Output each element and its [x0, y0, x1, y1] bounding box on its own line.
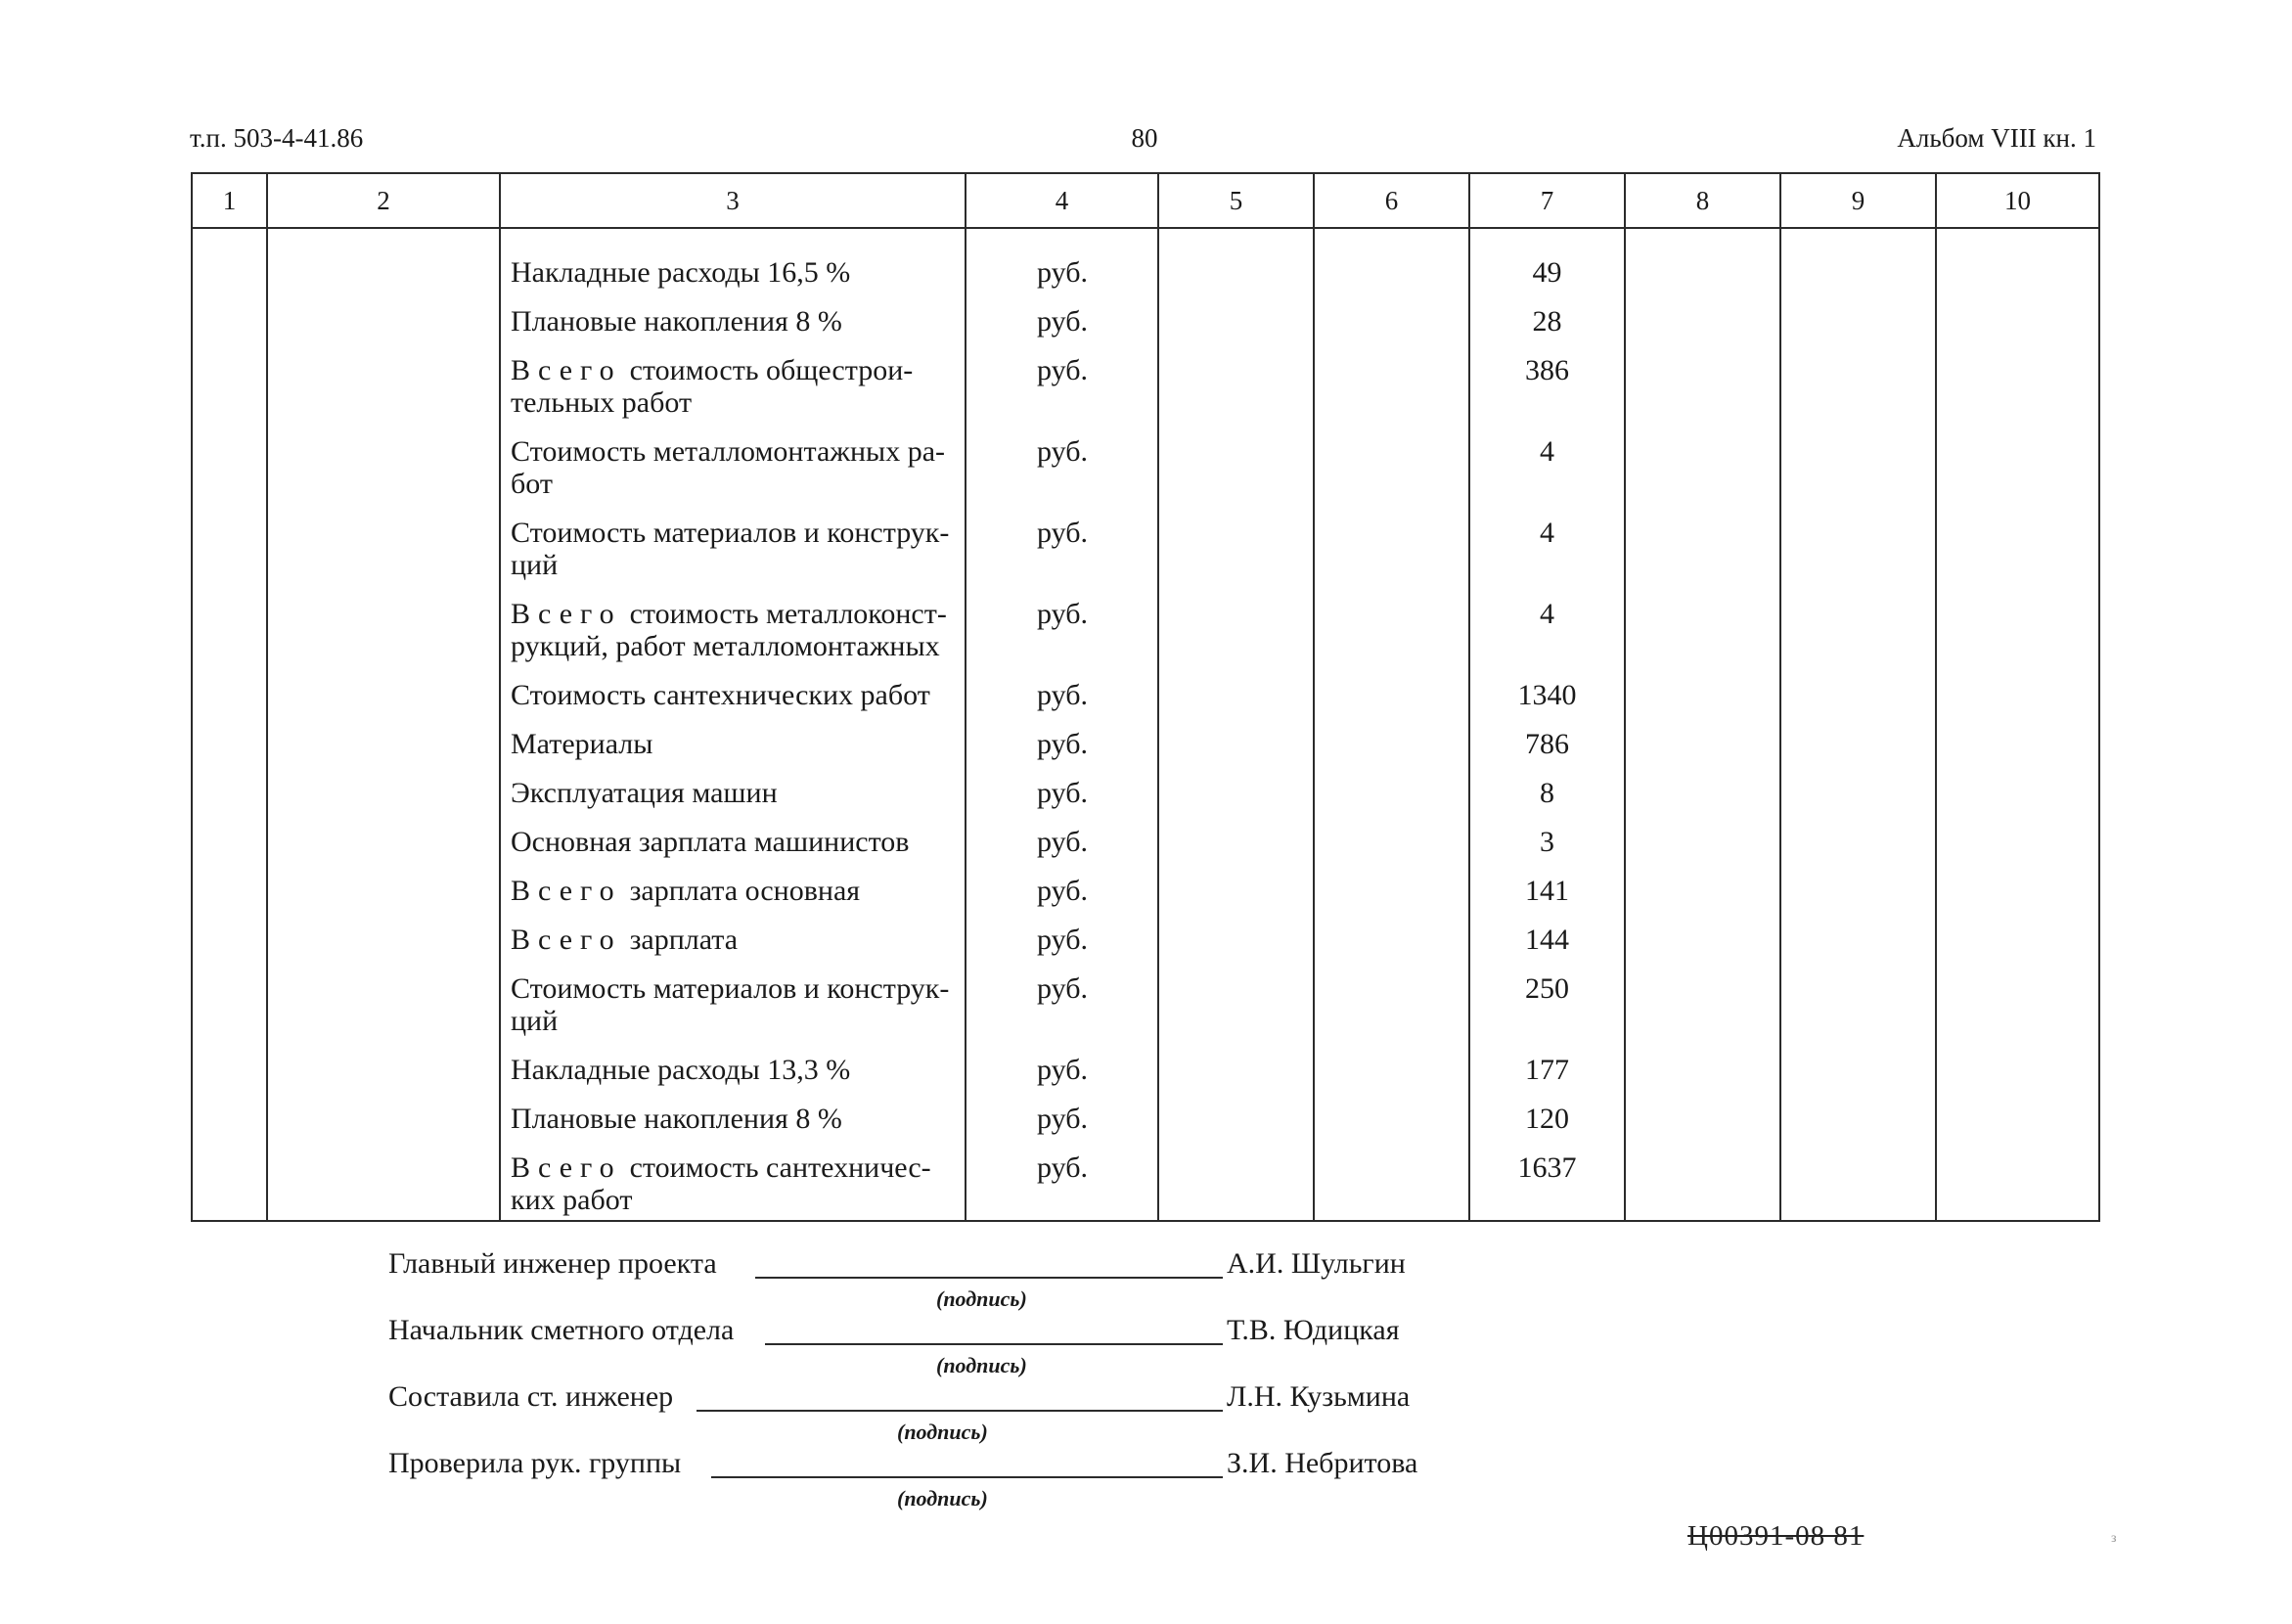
cell-col-5 — [1158, 1151, 1314, 1221]
item-description — [500, 1054, 966, 1103]
cell-col-6 — [1314, 924, 1469, 972]
cell-col-5 — [1158, 354, 1314, 435]
cell-col-2 — [267, 924, 500, 972]
cell-col-8 — [1625, 354, 1780, 435]
cell-col-1 — [192, 517, 267, 598]
signature-caption: (подпись) — [936, 1353, 1027, 1377]
table-row — [192, 1151, 2099, 1221]
table-spacer-row — [192, 228, 2099, 256]
item-description — [500, 598, 966, 679]
cell-col-8 — [1625, 598, 1780, 679]
cell-col-9 — [1780, 826, 1936, 875]
album-label: Альбом VIII кн. 1 — [1897, 123, 2096, 153]
cell-col-10 — [1936, 256, 2099, 305]
table-row — [192, 598, 2099, 679]
cell-col-1 — [192, 924, 267, 972]
cell-col-6 — [1314, 728, 1469, 777]
item-value: 4 — [1469, 517, 1625, 598]
table-row — [192, 728, 2099, 777]
cell-col-8 — [1625, 924, 1780, 972]
signature-caption: (подпись) — [897, 1486, 988, 1511]
item-description — [500, 972, 966, 1054]
signer-name: Т.В. Юдицкая — [1227, 1314, 1400, 1346]
item-description — [500, 305, 966, 354]
table-row — [192, 1103, 2099, 1151]
cell-col-2 — [267, 598, 500, 679]
col-header-9: 9 — [1780, 173, 1936, 228]
cell-col-1 — [192, 1151, 267, 1221]
item-value: 141 — [1469, 875, 1625, 924]
item-text: Стоимость сантехнических работ — [511, 679, 930, 711]
cell-col-2 — [267, 1151, 500, 1221]
total-prefix: Всего — [511, 1151, 622, 1184]
item-text: стоимость металлоконст-рукций, работ металломонтажных — [511, 598, 947, 662]
col-header-8: 8 — [1625, 173, 1780, 228]
corner-mark: з — [2111, 1531, 2117, 1546]
cell-col-6 — [1314, 598, 1469, 679]
table-row — [192, 1054, 2099, 1103]
item-value: 4 — [1469, 598, 1625, 679]
item-value: 1637 — [1469, 1151, 1625, 1221]
cell-col-8 — [1625, 1103, 1780, 1151]
cell-col-5 — [1158, 924, 1314, 972]
item-text: Плановые накопления 8 % — [511, 1103, 842, 1135]
cell-col-5 — [1158, 256, 1314, 305]
total-prefix: Всего — [511, 354, 622, 386]
cell-col-2 — [267, 777, 500, 826]
item-value: 1340 — [1469, 679, 1625, 728]
table-row — [192, 679, 2099, 728]
cell-col-10 — [1936, 924, 2099, 972]
signer-role: Составила ст. инженер — [388, 1380, 674, 1413]
cell-col-1 — [192, 435, 267, 517]
cell-col-5 — [1158, 517, 1314, 598]
signer-role: Главный инженер проекта — [388, 1247, 717, 1280]
cell-col-8 — [1625, 826, 1780, 875]
item-unit: руб. — [966, 1103, 1158, 1151]
cell-col-2 — [267, 1054, 500, 1103]
cell-col-10 — [1936, 728, 2099, 777]
item-description — [500, 517, 966, 598]
item-text: Эксплуатация машин — [511, 777, 778, 809]
col-header-2: 2 — [267, 173, 500, 228]
signature-line — [765, 1343, 1223, 1345]
cell-col-1 — [192, 1103, 267, 1151]
col-header-10: 10 — [1936, 173, 2099, 228]
item-unit: руб. — [966, 728, 1158, 777]
cell-col-2 — [267, 354, 500, 435]
item-text: Основная зарплата машинистов — [511, 826, 910, 858]
item-unit: руб. — [966, 1151, 1158, 1221]
item-unit: руб. — [966, 972, 1158, 1054]
cell-col-9 — [1780, 924, 1936, 972]
cell-col-6 — [1314, 679, 1469, 728]
item-unit: руб. — [966, 777, 1158, 826]
cell-col-6 — [1314, 972, 1469, 1054]
item-description — [500, 777, 966, 826]
cell-col-2 — [267, 826, 500, 875]
cell-col-9 — [1780, 517, 1936, 598]
cell-col-2 — [267, 305, 500, 354]
cell-col-6 — [1314, 256, 1469, 305]
cell-col-9 — [1780, 435, 1936, 517]
item-unit: руб. — [966, 305, 1158, 354]
cell-col-10 — [1936, 1054, 2099, 1103]
table-row — [192, 875, 2099, 924]
cell-col-9 — [1780, 598, 1936, 679]
cell-col-10 — [1936, 305, 2099, 354]
item-text: стоимость сантехничес-ких работ — [511, 1151, 931, 1216]
signature-caption: (подпись) — [936, 1286, 1027, 1311]
item-unit: руб. — [966, 517, 1158, 598]
cell-col-9 — [1780, 1054, 1936, 1103]
item-text: стоимость общестрои-тельных работ — [511, 354, 914, 419]
cell-col-9 — [1780, 1103, 1936, 1151]
cell-col-10 — [1936, 1103, 2099, 1151]
item-unit: руб. — [966, 435, 1158, 517]
item-unit: руб. — [966, 1054, 1158, 1103]
item-unit: руб. — [966, 924, 1158, 972]
cell-col-10 — [1936, 777, 2099, 826]
cell-col-1 — [192, 598, 267, 679]
cell-col-9 — [1780, 1151, 1936, 1221]
cell-col-6 — [1314, 777, 1469, 826]
estimate-table — [191, 172, 2100, 1222]
item-value: 250 — [1469, 972, 1625, 1054]
cell-col-10 — [1936, 826, 2099, 875]
cell-col-9 — [1780, 875, 1936, 924]
col-header-3: 3 — [500, 173, 966, 228]
cell-col-8 — [1625, 256, 1780, 305]
cell-col-10 — [1936, 435, 2099, 517]
item-value: 786 — [1469, 728, 1625, 777]
item-description — [500, 679, 966, 728]
table-row — [192, 972, 2099, 1054]
cell-col-10 — [1936, 354, 2099, 435]
cell-col-2 — [267, 435, 500, 517]
signer-name: Л.Н. Кузьмина — [1227, 1380, 1411, 1413]
table-row — [192, 924, 2099, 972]
item-value: 4 — [1469, 435, 1625, 517]
item-description — [500, 354, 966, 435]
cell-col-5 — [1158, 826, 1314, 875]
cell-col-8 — [1625, 728, 1780, 777]
item-description — [500, 875, 966, 924]
item-unit: руб. — [966, 354, 1158, 435]
table-row — [192, 435, 2099, 517]
cell-col-9 — [1780, 728, 1936, 777]
item-value: 386 — [1469, 354, 1625, 435]
item-text: Стоимость материалов и конструк-ций — [511, 972, 950, 1037]
cell-col-6 — [1314, 517, 1469, 598]
item-value: 49 — [1469, 256, 1625, 305]
item-unit: руб. — [966, 875, 1158, 924]
cell-col-9 — [1780, 305, 1936, 354]
signer-name: А.И. Шульгин — [1227, 1247, 1406, 1280]
table-row — [192, 826, 2099, 875]
item-description — [500, 924, 966, 972]
doc-code: т.п. 503-4-41.86 — [190, 123, 364, 153]
cell-col-8 — [1625, 777, 1780, 826]
item-text: Стоимость материалов и конструк-ций — [511, 517, 950, 581]
item-value: 28 — [1469, 305, 1625, 354]
cell-col-8 — [1625, 972, 1780, 1054]
signature-caption: (подпись) — [897, 1420, 988, 1444]
cell-col-5 — [1158, 972, 1314, 1054]
table-row — [192, 517, 2099, 598]
cell-col-6 — [1314, 435, 1469, 517]
item-description — [500, 728, 966, 777]
cell-col-8 — [1625, 435, 1780, 517]
col-header-7: 7 — [1469, 173, 1625, 228]
cell-col-9 — [1780, 256, 1936, 305]
cell-col-2 — [267, 679, 500, 728]
table-row — [192, 354, 2099, 435]
item-text: Материалы — [511, 728, 653, 760]
cell-col-2 — [267, 1103, 500, 1151]
cell-col-8 — [1625, 1054, 1780, 1103]
item-text: Накладные расходы 16,5 % — [511, 256, 851, 289]
cell-col-5 — [1158, 1054, 1314, 1103]
cell-col-6 — [1314, 1103, 1469, 1151]
cell-col-6 — [1314, 875, 1469, 924]
total-prefix: Всего — [511, 875, 622, 907]
item-unit: руб. — [966, 598, 1158, 679]
cell-col-10 — [1936, 972, 2099, 1054]
cell-col-5 — [1158, 679, 1314, 728]
cell-col-10 — [1936, 1151, 2099, 1221]
item-value: 177 — [1469, 1054, 1625, 1103]
cell-col-9 — [1780, 777, 1936, 826]
col-header-1: 1 — [192, 173, 267, 228]
cell-col-8 — [1625, 305, 1780, 354]
cell-col-2 — [267, 517, 500, 598]
cell-col-9 — [1780, 972, 1936, 1054]
item-description — [500, 1103, 966, 1151]
table-row — [192, 777, 2099, 826]
item-text: Плановые накопления 8 % — [511, 305, 842, 338]
item-value: 144 — [1469, 924, 1625, 972]
cell-col-10 — [1936, 598, 2099, 679]
cell-col-5 — [1158, 875, 1314, 924]
total-prefix: Всего — [511, 924, 622, 956]
item-value: 120 — [1469, 1103, 1625, 1151]
cell-col-1 — [192, 777, 267, 826]
cell-col-5 — [1158, 777, 1314, 826]
cell-col-1 — [192, 679, 267, 728]
item-value: 3 — [1469, 826, 1625, 875]
cell-col-2 — [267, 728, 500, 777]
signer-role: Начальник сметного отдела — [388, 1314, 735, 1346]
cell-col-8 — [1625, 1151, 1780, 1221]
cell-col-6 — [1314, 1151, 1469, 1221]
item-description — [500, 1151, 966, 1221]
item-unit: руб. — [966, 256, 1158, 305]
cell-col-9 — [1780, 354, 1936, 435]
signer-role: Проверила рук. группы — [388, 1447, 682, 1479]
item-description — [500, 256, 966, 305]
cell-col-5 — [1158, 435, 1314, 517]
cell-col-1 — [192, 875, 267, 924]
cell-col-6 — [1314, 1054, 1469, 1103]
table-row — [192, 305, 2099, 354]
page-number: 80 — [1131, 123, 1158, 153]
cell-col-10 — [1936, 875, 2099, 924]
cell-col-6 — [1314, 826, 1469, 875]
cell-col-1 — [192, 826, 267, 875]
cell-col-5 — [1158, 598, 1314, 679]
item-text: Накладные расходы 13,3 % — [511, 1054, 851, 1086]
cell-col-2 — [267, 875, 500, 924]
cell-col-8 — [1625, 679, 1780, 728]
item-unit: руб. — [966, 826, 1158, 875]
cell-col-2 — [267, 972, 500, 1054]
cell-col-5 — [1158, 728, 1314, 777]
col-header-5: 5 — [1158, 173, 1314, 228]
item-text: зарплата основная — [629, 875, 861, 907]
cell-col-10 — [1936, 679, 2099, 728]
item-description — [500, 826, 966, 875]
cell-col-8 — [1625, 875, 1780, 924]
cell-col-1 — [192, 1054, 267, 1103]
cell-col-1 — [192, 256, 267, 305]
total-prefix: Всего — [511, 598, 622, 630]
cell-col-6 — [1314, 354, 1469, 435]
archive-code: Ц00391-08 81 — [1687, 1520, 1865, 1552]
column-number-row — [192, 173, 2099, 228]
cell-col-2 — [267, 256, 500, 305]
cell-col-1 — [192, 972, 267, 1054]
cell-col-5 — [1158, 1103, 1314, 1151]
item-unit: руб. — [966, 679, 1158, 728]
item-text: зарплата — [629, 924, 739, 956]
item-value: 8 — [1469, 777, 1625, 826]
cell-col-8 — [1625, 517, 1780, 598]
cell-col-1 — [192, 354, 267, 435]
col-header-6: 6 — [1314, 173, 1469, 228]
signature-line — [711, 1476, 1223, 1478]
item-description — [500, 435, 966, 517]
cell-col-1 — [192, 305, 267, 354]
item-text: Стоимость металломонтажных ра-бот — [511, 435, 946, 500]
col-header-4: 4 — [966, 173, 1158, 228]
signature-line — [697, 1410, 1223, 1412]
cell-col-5 — [1158, 305, 1314, 354]
table-row — [192, 256, 2099, 305]
cell-col-6 — [1314, 305, 1469, 354]
signer-name: З.И. Небритова — [1227, 1447, 1418, 1479]
cell-col-10 — [1936, 517, 2099, 598]
signature-line — [755, 1277, 1223, 1279]
cell-col-1 — [192, 728, 267, 777]
cell-col-9 — [1780, 679, 1936, 728]
